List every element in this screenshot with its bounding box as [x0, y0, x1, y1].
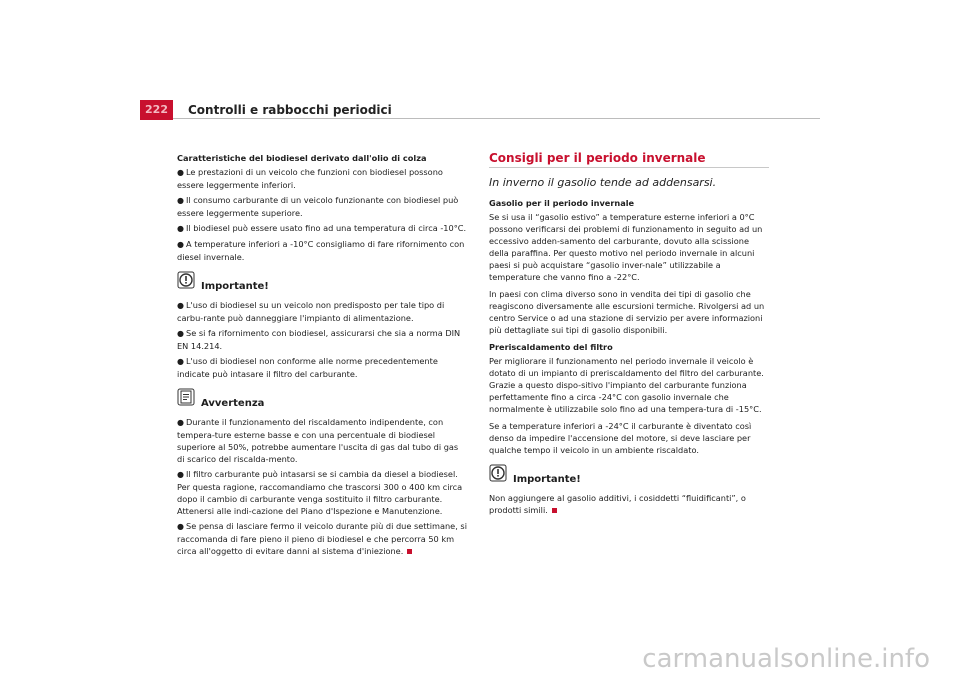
important-title: Importante!: [513, 474, 581, 485]
list-item: ● L'uso di biodiesel non conforme alle norme precedentemente indicate può intasare il filtro del carburante.: [177, 356, 438, 379]
biodiesel-heading: Caratteristiche del biodiesel derivato dall'olio di colza: [177, 153, 427, 163]
list-item: ● Il filtro carburante può intasarsi se si cambia da diesel a biodiesel. Per questa ragione, raccomandiamo che trascorsi 300 o 400 km circa dopo il cambio di carburante venga sostituito il filtro carburante. Attenersi alle indi-cazione del Piano d'Ispezione e Manutenzione.: [177, 469, 463, 516]
info-note-icon: [177, 388, 195, 406]
winter-diesel-heading: Gasolio per il periodo invernale: [489, 198, 635, 208]
watermark: carmanualsonline.info: [642, 644, 930, 674]
warning-icon: [489, 464, 507, 482]
list-item: ● Le prestazioni di un veicolo che funzioni con biodiesel possono essere leggermente inferiori.: [177, 167, 443, 190]
header-divider: [173, 118, 820, 119]
bullet-icon: ●: [177, 522, 184, 531]
section-end-marker: [552, 508, 557, 513]
chapter-title: Controlli e rabbocchi periodici: [188, 103, 392, 117]
page-header: [140, 100, 820, 120]
paragraph: Non aggiungere al gasolio additivi, i cosiddetti “fluidificanti”, o prodotti simili.: [489, 493, 746, 515]
bullet-icon: ●: [177, 168, 184, 177]
list-item: ● Durante il funzionamento del riscaldamento indipendente, con tempera-ture esterne basse e con una percentuale di biodiesel superiore al 50%, potrebbe aumentare l'uscita di gas dal tubo di gas di scarico del riscalda-mento.: [177, 417, 459, 464]
list-item: ● Il biodiesel può essere usato fino ad una temperatura di circa -10°C.: [177, 223, 467, 233]
filter-preheat-heading: Preriscaldamento del filtro: [489, 342, 613, 352]
paragraph: In paesi con clima diverso sono in vendita dei tipi di gasolio che reagiscono diversamente alle escursioni termiche. Rivolgersi ad un centro Service o ad una stazione di servizio per avere informazioni più dettagliate sui tipi di gasolio disponibili.: [489, 289, 765, 335]
bullet-icon: ●: [177, 357, 184, 366]
bullet-icon: ●: [177, 196, 184, 205]
warning-icon: [177, 271, 195, 289]
bullet-icon: ●: [177, 470, 184, 479]
paragraph: Per migliorare il funzionamento nel periodo invernale il veicolo è dotato di un impianto di preriscaldamento del filtro del carburante. Grazie a questo dispo-sitivo l'impianto del carburante funziona perfettamente fino a circa -24°C con gasolio invernale che normalmente è utilizzabile solo fino ad una tempera-tura di -15°C.: [489, 356, 764, 414]
left-column: [177, 152, 467, 560]
warning-title: Avvertenza: [201, 398, 265, 409]
important-note-header: [177, 277, 467, 295]
bullet-icon: ●: [177, 418, 184, 427]
bullet-icon: ●: [177, 224, 184, 233]
paragraph: Se si usa il “gasolio estivo” a temperature esterne inferiori a 0°C possono verificarsi dei problemi di funzionamento in seguito ad un eccessivo adden-samento del carburante, dovuto alla scissione della paraffina. Per questo motivo nel periodo invernale in alcuni paesi si può acquistare “gasolio inver-nale” utilizzabile a temperature che vanno fino a -22°C.: [489, 212, 763, 282]
important-note-header: [489, 470, 769, 488]
paragraph: Se a temperature inferiori a -24°C il carburante è diventato così denso da impedire l'accensione del motore, si deve lasciare per qualche tempo il veicolo in un ambiente riscaldato.: [489, 421, 752, 455]
bullet-icon: ●: [177, 240, 184, 249]
warning-note-header: [177, 394, 467, 412]
bullet-icon: ●: [177, 329, 184, 338]
section-lead: In inverno il gasolio tende ad addensarsi.: [489, 176, 717, 189]
right-column: [489, 152, 769, 521]
list-item: ● A temperature inferiori a -10°C consigliamo di fare rifornimento con diesel invernale.: [177, 239, 465, 262]
important-title: Importante!: [201, 281, 269, 292]
list-item: ● Se pensa di lasciare fermo il veicolo durante più di due settimane, si raccomanda di fare pieno il pieno di biodiesel e che percorra 50 km circa all'oggetto di evitare danni al sistema d'iniezione.: [177, 521, 467, 556]
list-item: ● L'uso di biodiesel su un veicolo non predisposto per tale tipo di carbu-rante può danneggiare l'impianto di alimentazione.: [177, 300, 445, 323]
bullet-icon: ●: [177, 301, 184, 310]
page-number: 222: [140, 100, 173, 120]
list-item: ● Se si fa rifornimento con biodiesel, assicurarsi che sia a norma DIN EN 14.214.: [177, 328, 461, 351]
section-title: Consigli per il periodo invernale: [489, 152, 769, 168]
section-end-marker: [407, 549, 412, 554]
list-item: ● Il consumo carburante di un veicolo funzionante con biodiesel può essere leggermente superiore.: [177, 195, 459, 218]
